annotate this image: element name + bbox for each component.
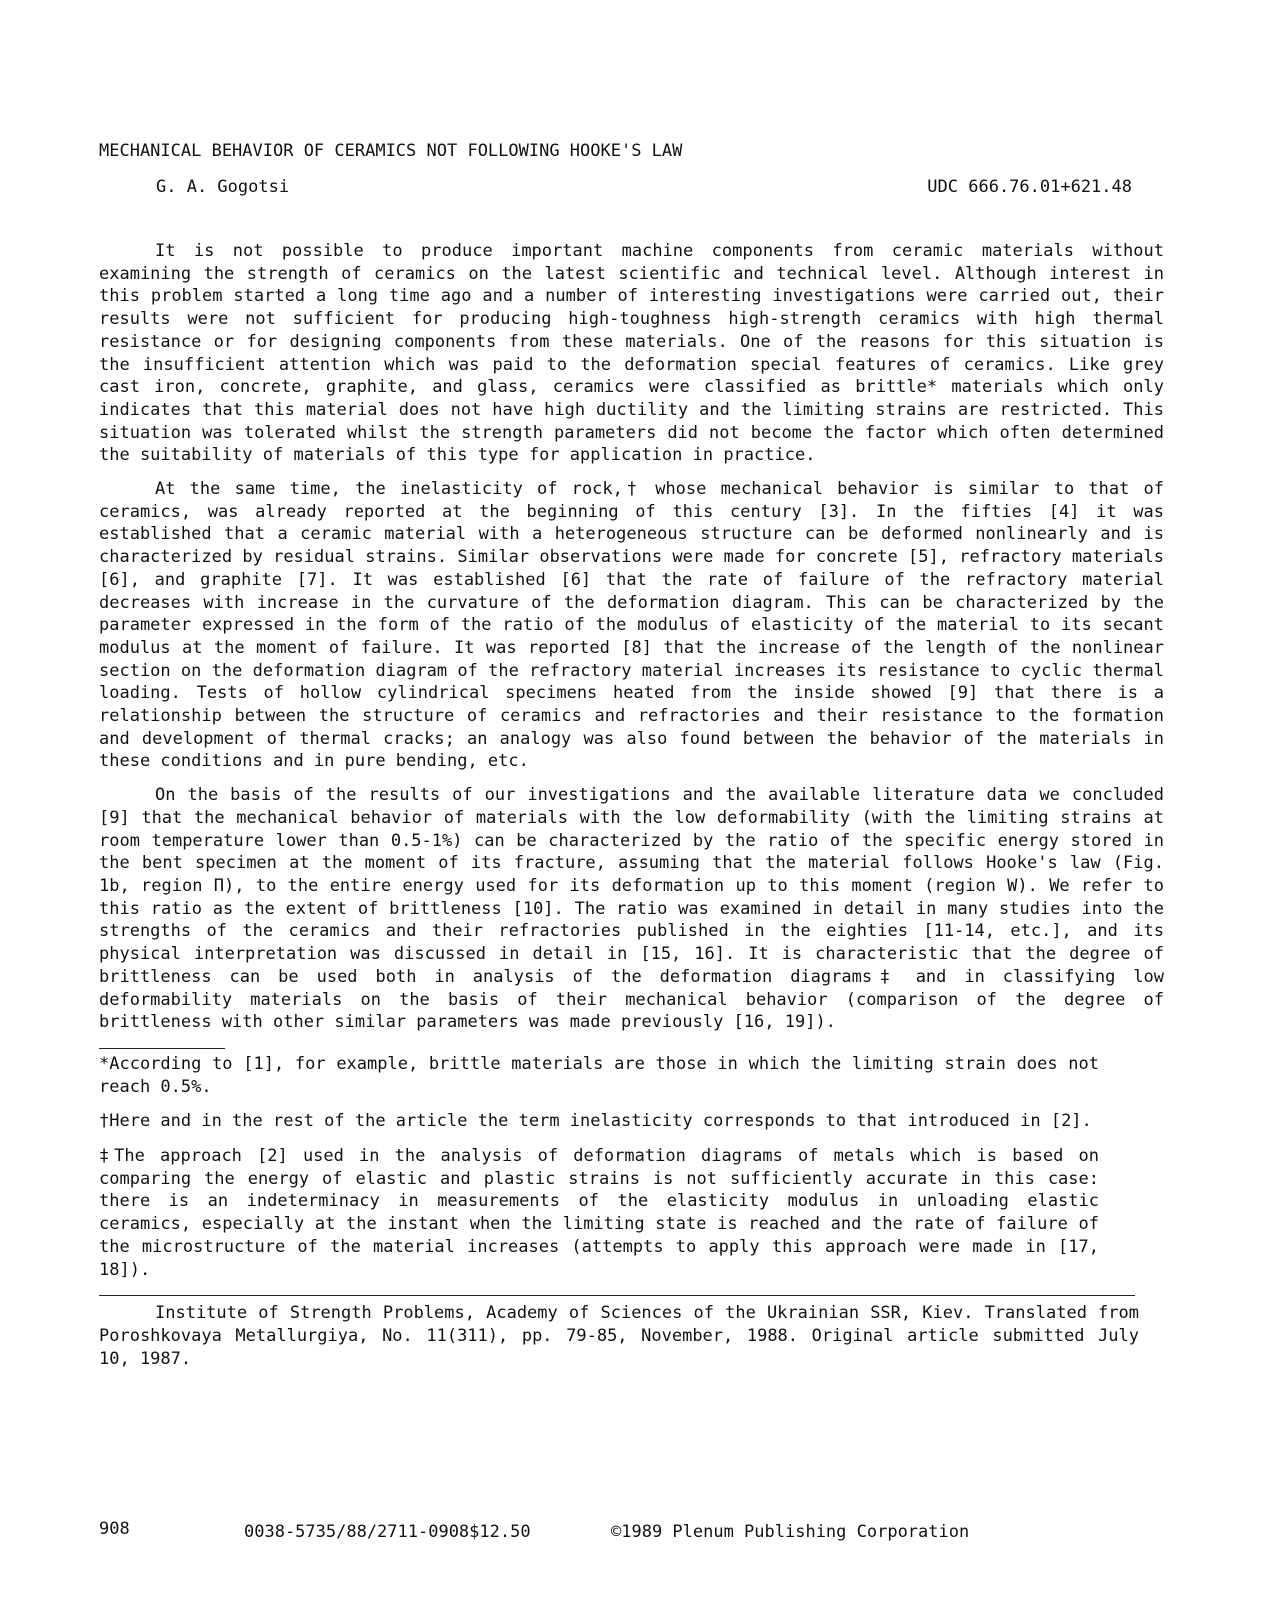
page-number: 908	[99, 1519, 130, 1539]
footnote: *According to [1], for example, brittle materials are those in which the limiting strain does not reach 0.5%.	[99, 1053, 1099, 1097]
body-paragraph: On the basis of the results of our investigations and the available literature data we concluded [9] that the mechanical behavior of materials with the low deformability (with the limiting strains at room temperature lower than 0.5-1%) can be characterized by the ratio of the specific energy stored in the bent specimen at the moment of its fracture, assuming that the material follows Hooke's law (Fig. 1b, region Π), to the entire energy used for its deformation up to this moment (region W). We refer to this ratio as the extent of brittleness [10]. The ratio was examined in detail in many studies into the strengths of the ceramics and their refractories published in the eighties [11-14, etc.], and its physical interpretation was discussed in detail in [15, 16]. It is characteristic that the degree of brittleness can be used both in analysis of the deformation diagrams‡ and in classifying low deformability materials on the basis of their mechanical behavior (comparison of the degree of brittleness with other similar parameters was made previously [16, 19]).	[99, 785, 1164, 1033]
affiliation-text: Institute of Strength Problems, Academy of Sciences of the Ukrainian SSR, Kiev. Translated from Poroshkovaya Metallurgiya, No. 11(311), pp. 79-85, November, 1988. Original article submitted July 10, 1987.	[99, 1303, 1139, 1369]
article-code: 0038-5735/88/2711-0908$12.50	[244, 1522, 531, 1542]
body-paragraph: At the same time, the inelasticity of rock,† whose mechanical behavior is similar to that of ceramics, was already reported at the beginning of this century [3]. In the fifties [4] it was established that a ceramic material with a heterogeneous structure can be deformed nonlinearly and is characterized by residual strains. Similar observations were made for concrete [5], refractory materials [6], and graphite [7]. It was established [6] that the rate of failure of the refractory material decreases with increase in the curvature of the deformation diagram. This can be characterized by the parameter expressed in the form of the ratio of the modulus of elasticity of the material to its secant modulus at the moment of failure. It was reported [8] that the increase of the length of the nonlinear section on the deformation diagram of the refractory material increases its resistance to cyclic thermal loading. Tests of hollow cylindrical specimens heated from the inside showed [9] that there is a relationship between the structure of ceramics and refractories and their resistance to the formation and development of thermal cracks; an analogy was also found between the behavior of the materials in these conditions and in pure bending, etc.	[99, 479, 1164, 772]
udc-code: UDC 666.76.01+621.48	[927, 177, 1132, 197]
footnote: ‡The approach [2] used in the analysis of deformation diagrams of metals which is based on comparing the energy of elastic and plastic strains is not sufficiently accurate in this case: there is an indeterminacy in measurements of the elasticity modulus in unloading elastic ceramics, especially at the instant when the limiting state is reached and the rate of failure of the microstructure of the material increases (attempts to apply this approach were made in [17, 18]).	[99, 1146, 1099, 1280]
affiliation-divider	[99, 1295, 1135, 1296]
footnote: †Here and in the rest of the article the term inelasticity corresponds to that introduced in [2].	[99, 1111, 1092, 1132]
article-title: MECHANICAL BEHAVIOR OF CERAMICS NOT FOLLOWING HOOKE'S LAW	[99, 141, 683, 161]
affiliation-note	[99, 1302, 1139, 1370]
footnote-divider	[99, 1048, 225, 1049]
footnotes	[99, 1053, 1099, 1281]
article-page	[99, 140, 1164, 1370]
body-paragraph: It is not possible to produce important machine components from ceramic materials without examining the strength of ceramics on the latest scientific and technical level. Although interest in this problem started a long time ago and a number of interesting investigations were carried out, their results were not sufficient for producing high-toughness high-strength ceramics with high thermal resistance or for designing components from these materials. One of the reasons for this situation is the insufficient attention which was paid to the deformation special features of ceramics. Like grey cast iron, concrete, graphite, and glass, ceramics were classified as brittle* materials which only indicates that this material does not have high ductility and the limiting strains are restricted. This situation was tolerated whilst the strength parameters did not become the factor which often determined the suitability of materials of this type for application in practice.	[99, 241, 1164, 466]
copyright-notice: ©1989 Plenum Publishing Corporation	[611, 1522, 970, 1542]
page-footer	[99, 1518, 1099, 1544]
article-body	[99, 240, 1164, 1034]
byline	[99, 176, 1164, 200]
author-name: G. A. Gogotsi	[156, 177, 290, 197]
